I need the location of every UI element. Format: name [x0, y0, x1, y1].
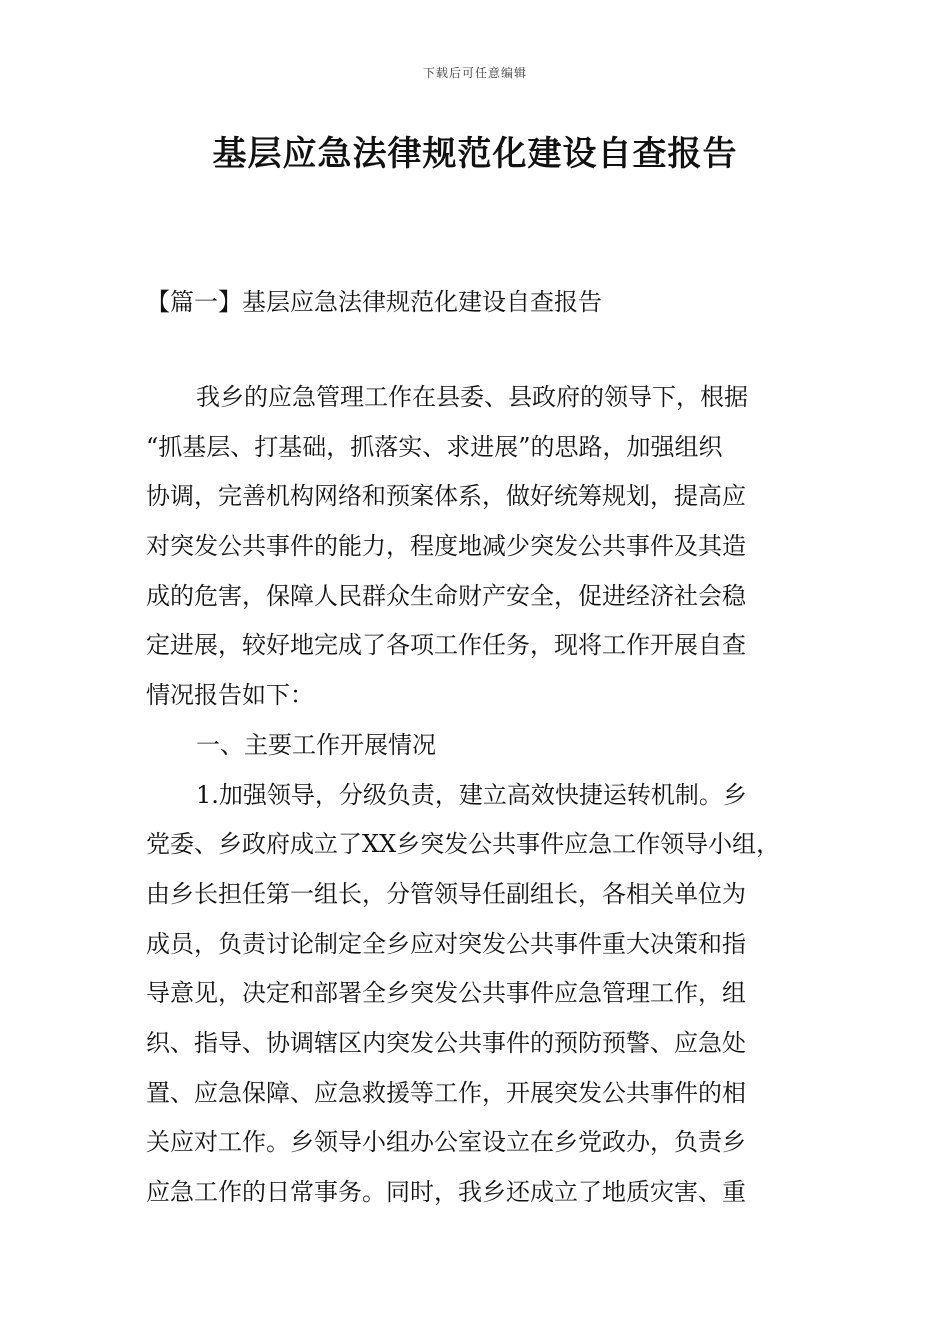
paragraph-line: 对突发公共事件的能力，程度地减少突发公共事件及其造	[146, 532, 746, 561]
paragraph-line: 成的危害，保障人民群众生命财产安全，促进经济社会稳	[146, 581, 746, 610]
paragraph-line: 置、应急保障、应急救援等工作，开展突发公共事件的相	[146, 1078, 746, 1107]
paragraph-line: 成员，负责讨论制定全乡应对突发公共事件重大决策和指	[146, 929, 746, 958]
paragraph-line: 情况报告如下：	[146, 681, 314, 710]
paragraph-line: 1.加强领导，分级负责，建立高效快捷运转机制。乡	[196, 780, 747, 809]
body-text	[146, 373, 806, 1218]
paragraph-line: 织、指导、协调辖区内突发公共事件的预防预警、应急处	[146, 1028, 746, 1057]
paragraph-line: 党委、乡政府成立了XX乡突发公共事件应急工作领导小组，	[146, 830, 781, 859]
paragraph-line: “抓基层、打基础，抓落实、求进展”的思路，加强组织	[146, 432, 723, 461]
paragraph-line: 导意见，决定和部署全乡突发公共事件应急管理工作，组	[146, 979, 746, 1008]
subsection-heading: 一、主要工作开展情况	[196, 730, 436, 759]
section-heading: 【篇一】基层应急法律规范化建设自查报告	[146, 288, 602, 316]
paragraph-line: 关应对工作。乡领导小组办公室设立在乡党政办，负责乡	[146, 1128, 746, 1157]
paragraph-line: 我乡的应急管理工作在县委、县政府的领导下，根据	[196, 383, 748, 411]
paragraph-line: 定进展，较好地完成了各项工作任务，现将工作开展自查	[146, 631, 746, 660]
paragraph-line: 应急工作的日常事务。同时，我乡还成立了地质灾害、重	[146, 1178, 746, 1206]
header-note: 下载后可任意编辑	[422, 66, 527, 80]
paragraph-line: 由乡长担任第一组长，分管领导任副组长，各相关单位为	[146, 879, 746, 908]
paragraph-line: 协调，完善机构网络和预案体系，做好统筹规划，提高应	[146, 482, 746, 511]
document-title: 基层应急法律规范化建设自查报告	[212, 134, 738, 174]
